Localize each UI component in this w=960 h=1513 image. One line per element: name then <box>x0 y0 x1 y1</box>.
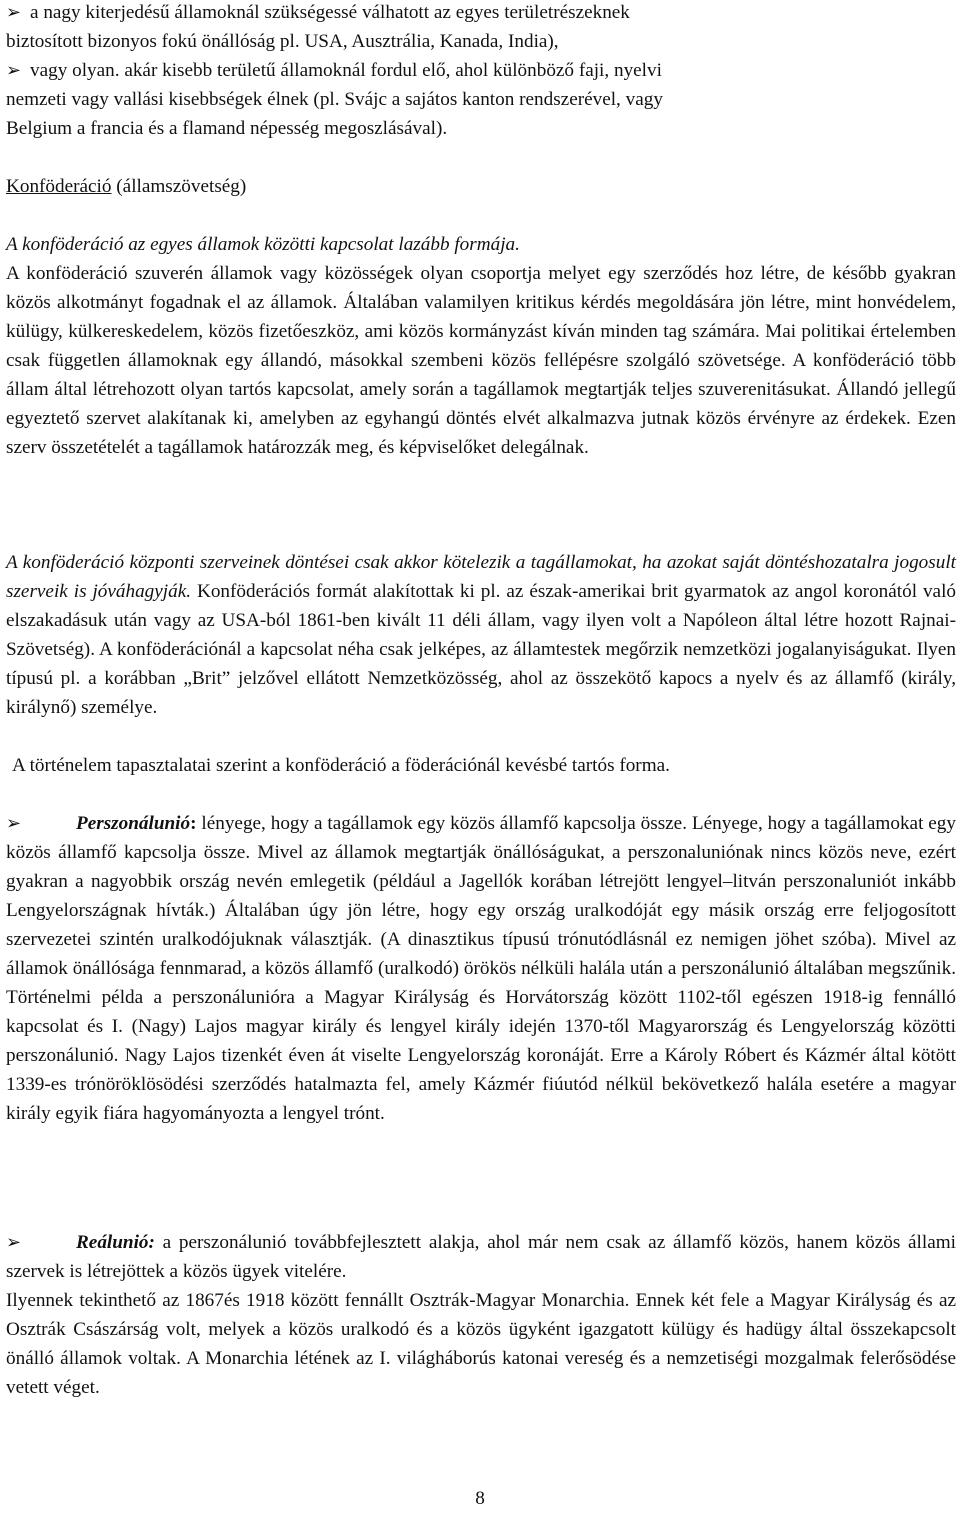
paragraph-realunio-body: Ilyennek tekinthető az 1867és 1918 között fennállt Osztrák-Magyar Monarchia. Ennek két fele a Magyar Királyság és az Osztrák Császárság volt, melyek a közös uralkodó és a közös ügyként igazgatott külügy és hadügy által összekapcsolt önálló államok voltak. A Monarchia létének az I. világháborús katonai vereség és a nemzetiségi mozgalmak felerősödése vetett véget. <box>6 1290 956 1398</box>
arrow-bullet-icon: ➢ <box>6 1232 22 1253</box>
term-colon: : <box>190 813 197 834</box>
bullet-item-2 <box>6 56 956 143</box>
arrow-bullet-icon: ➢ <box>6 813 22 834</box>
paragraph-realunio <box>6 1228 956 1286</box>
page-number: 8 <box>475 1488 485 1509</box>
paragraph-konf-3: A történelem tapasztalatai szerint a konföderáció a föderációnál kevésbé tartós forma. <box>12 755 670 776</box>
paragraph-perszonalunio <box>6 809 956 1128</box>
term-perszonalunio: Perszonálunió <box>76 813 191 834</box>
heading-rest: (államszövetség) <box>111 176 247 197</box>
lead-text: a perszonálunió továbbfejlesztett alakja, ahol már nem csak az államfő közös, hanem közös állami szervek is létrejöttek a közös ügyek vitelére. <box>6 1232 956 1282</box>
paragraph-konf-1: A konföderáció szuverén államok vagy közösségek olyan csoportja melyet egy szerződés hoz létre, de később gyakran közös alkotmányt fogadnak el az államok. Általában valamilyen kritikus kérdés megoldására jön létre, mint honvédelem, külügy, külkereskedelem, közös fizetőeszköz, ami közös kormányzást kíván minden tag számára. Mai politikai értelemben csak független államoknak egy állandó, másokkal szembeni közös fellépésre szolgáló szövetsége. A konföderáció több állam által létrehozott olyan tartós kapcsolat, amely során a tagállamok megtartják teljes szuverenitásukat. Állandó jellegű egyeztető szervet alakítanak ki, amelyben az egyhangú döntés elvét alkalmazva jutnak közös érvényre az érdekek. Ezen szerv összetételét a tagállamok határozzák meg, és képviselőket delegálnak. <box>6 263 956 458</box>
bullet-text: nemzeti vagy vallási kisebbségek élnek (pl. Svájc a sajátos kanton rendszerével, vagy <box>6 89 663 110</box>
bullet-text: biztosított bizonyos fokú önállóság pl. USA, Ausztrália, Kanada, India), <box>6 31 559 52</box>
arrow-bullet-icon: ➢ <box>6 60 22 81</box>
paragraph-text: Lényege, hogy a tagállamokat egy közös államfő kapcsolja össze. Mivel az államok megtartják önállóságukat, a perszonaluniónak nincs közös neve, ezért gyakran a nagyobbik ország nevén emlegetik (például a Jagellók korában létrejött lengyel–litván perszonaluniót inkább Lengyelországnak hívták.) Általában úgy jön létre, hogy egy ország uralkodóját egy másik ország erre feljogosított szervezetei szintén uralkodójuknak választják. (A dinasztikus típusú trónutódlásnál ez nemigen jöhet szóba). Mivel az államok önállósága fennmarad, a közös államfő (uralkodó) örökös nélküli halála után a perszonálunió általában megszűnik. Történelmi példa a perszonálunióra a Magyar Királyság és Horvátország között 1102-től egészen 1918-ig fennálló kapcsolat és I. (Nagy) Lajos magyar király és lengyel király idején 1370-től Magyarország és Lengyelország közötti perszonálunió. Nagy Lajos tizenkét éven át viselte Lengyelország koronáját. Erre a Károly Róbert és Kázmér által kötött 1339-es trónöröklösödési szerződés hatalmazta fel, amely Kázmér fiúutód nélkül bekövetkező halála esetére a magyar király egyik fiára hagyományozta a lengyel trónt. <box>6 813 956 1124</box>
paragraph-text: Konföderációs formát alakítottak ki pl. az észak-amerikai brit gyarmatok az angol koronától való elszakadásuk után vagy az USA-ból 1861-ben kivált 11 déli állam, vagy ilyen volt a Napóleon által létre hozott Rajnai-Szövetség). A konföderációnál a kapcsolat néha csak jelképes, az államtestek megőrzik nemzetközi jogalanyiságukat. Ilyen típusú pl. a korábban „Brit” jelzővel ellátott Nemzetközösség, ahol az összekötő kapocs a nyelv és az államfő (király, királynő) személye. <box>6 581 957 718</box>
bullet-text: vagy olyan. akár kisebb területű államoknál fordul elő, ahol különböző faji, nyelvi <box>30 60 662 81</box>
definition-italic: A konföderáció az egyes államok közötti kapcsolat lazább formája. <box>6 234 520 255</box>
heading-term: Konföderáció <box>6 176 112 197</box>
bullet-item-1 <box>6 0 956 56</box>
term-realunio: Reálunió: <box>76 1232 155 1253</box>
bullet-text: Belgium a francia és a flamand népesség megoszlásával). <box>6 118 448 139</box>
bullet-text: a nagy kiterjedésű államoknál szükségessé válhatott az egyes területrészeknek <box>30 2 630 23</box>
section-heading-konfoderacio <box>6 172 956 201</box>
paragraph-konf-2 <box>6 548 956 722</box>
lead-text: lényege, hogy a tagállamok egy közös államfő kapcsolja össze. <box>196 813 687 834</box>
italic-statement: A konföderáció központi szerveinek döntései csak akkor kötelezik a tagállamokat, ha azokat saját döntéshozatalra jogosult szerveik is jóváhagyják. <box>6 552 956 602</box>
arrow-bullet-icon: ➢ <box>6 2 22 23</box>
